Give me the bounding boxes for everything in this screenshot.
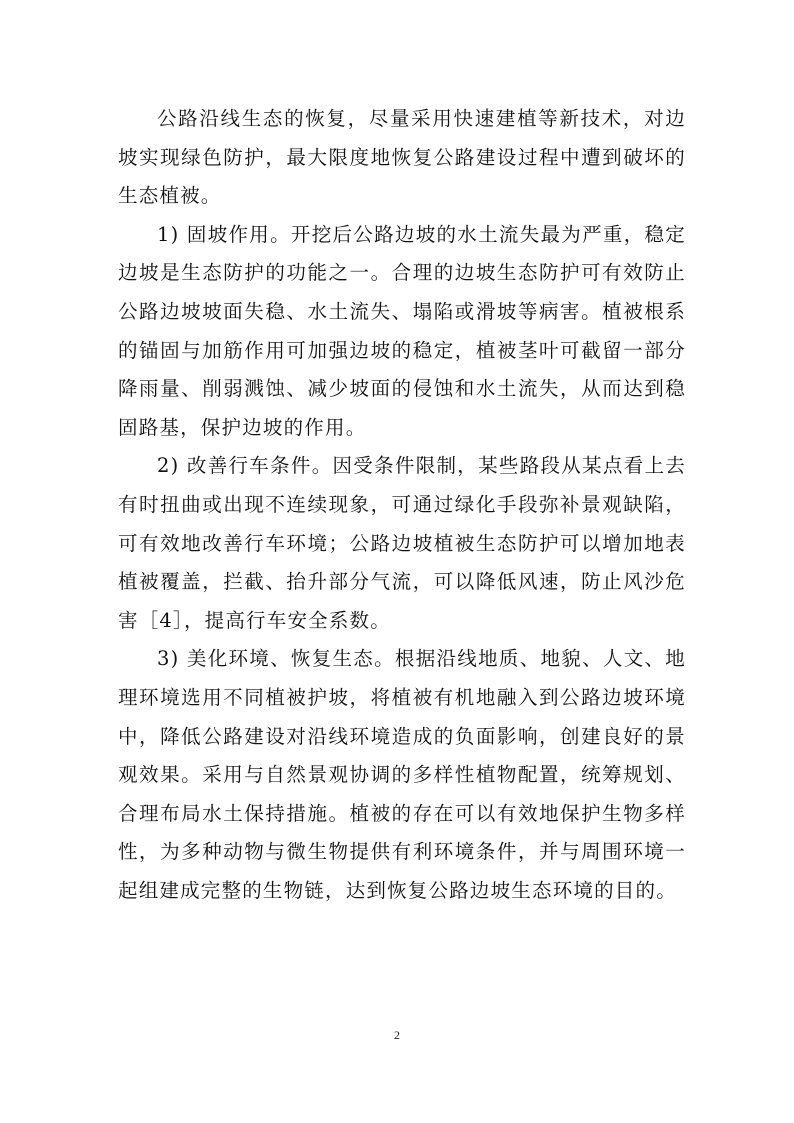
page-number: 2 <box>394 1028 400 1042</box>
paragraph-driving-conditions: 2) 改善行车条件。因受条件限制，某些路段从某点看上去有时扭曲或出现不连续现象，可通过绿化手段弥补景观缺陷，可有效地改善行车环境；公路边坡植被生态防护可以增加地表植被覆盖，拦截、抬升部分气流，可以降低风速，防止风沙危害［4］，提高行车安全系数。 <box>118 454 686 632</box>
paragraph-slope-stabilization: 1) 固坡作用。开挖后公路边坡的水土流失最为严重，稳定边坡是生态防护的功能之一。合理的边坡生态防护可有效防止公路边坡坡面失稳、水土流失、塌陷或滑坡等病害。植被根系的锚固与加筋作用可加强边坡的稳定，植被茎叶可截留一部分降雨量、削弱溅蚀、减少坡面的侵蚀和水土流失，从而达到稳固路基，保护边坡的作用。 <box>118 222 686 439</box>
paragraph-environment-beautification: 3) 美化环境、恢复生态。根据沿线地质、地貌、人文、地理环境选用不同植被护坡，将植被有机地融入到公路边坡环境中，降低公路建设对沿线环境造成的负面影响，创建良好的景观效果。采用与自然景观协调的多样性植物配置，统筹规划、合理布局水土保持措施。植被的存在可以有效地保护生物多样性，为多种动物与微生物提供有利环境条件，并与周围环境一起组建成完整的生物链，达到恢复公路边坡生态环境的目的。 <box>118 647 686 902</box>
body-text <box>118 100 686 910</box>
paragraph-ecological-restoration: 公路沿线生态的恢复，尽量采用快速建植等新技术，对边坡实现绿色防护，最大限度地恢复公路建设过程中遭到破坏的生态植被。 <box>118 107 686 208</box>
